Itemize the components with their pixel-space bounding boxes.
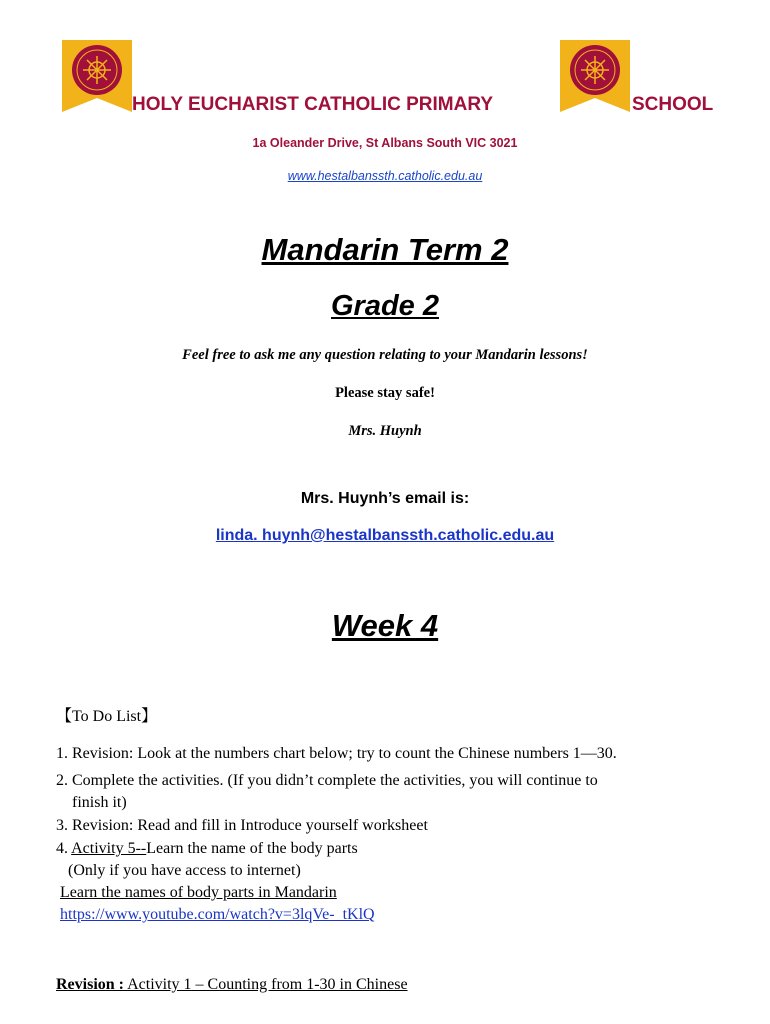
todo-item-4-number: 4. (56, 840, 72, 857)
question-note: Feel free to ask me any question relating to your Mandarin lessons! (182, 347, 588, 363)
youtube-link[interactable]: https://www.youtube.com/watch?v=3lqVe-_tKlQ (60, 906, 375, 923)
todo-heading: 【To Do List】 (56, 708, 158, 725)
term-title: Mandarin Term 2 (261, 232, 509, 267)
school-name-left: HOLY EUCHARIST CATHOLIC PRIMARY (132, 94, 494, 115)
school-crest-logo-right (560, 40, 630, 112)
todo-item-4-text: Learn the name of the body parts (146, 840, 358, 857)
activity-5-label: Activity 5-- (71, 840, 147, 857)
school-website-link[interactable]: www.hestalbanssth.catholic.edu.au (287, 169, 483, 183)
teacher-name: Mrs. Huynh (348, 423, 422, 439)
body-parts-link-text[interactable]: Learn the names of body parts in Mandarin (60, 884, 337, 901)
stay-safe-note: Please stay safe! (335, 385, 435, 401)
todo-item-2: 2. Complete the activities. (If you didn’t complete the activities, you will continue to (56, 772, 598, 789)
revision-activity: Activity 1 – Counting from 1-30 in Chinese (124, 976, 408, 993)
email-label: Mrs. Huynh’s email is: (300, 490, 470, 507)
school-crest-logo-left (62, 40, 132, 112)
school-name-right: SCHOOL (632, 94, 714, 115)
teacher-email-link[interactable]: linda. huynh@hestalbanssth.catholic.edu.au (215, 527, 555, 544)
revision-label: Revision : (56, 976, 124, 993)
todo-item-2-cont: finish it) (72, 794, 127, 811)
revision-line (56, 974, 408, 996)
internet-note: (Only if you have access to internet) (68, 862, 301, 879)
week-title: Week 4 (331, 608, 439, 643)
grade-title: Grade 2 (331, 290, 439, 322)
todo-item-3: 3. Revision: Read and fill in Introduce yourself worksheet (56, 817, 428, 834)
todo-item-1: 1. Revision: Look at the numbers chart below; try to count the Chinese numbers 1—30. (56, 745, 617, 762)
todo-item-4 (56, 838, 358, 860)
school-address: 1a Oleander Drive, St Albans South VIC 3021 (252, 136, 518, 150)
